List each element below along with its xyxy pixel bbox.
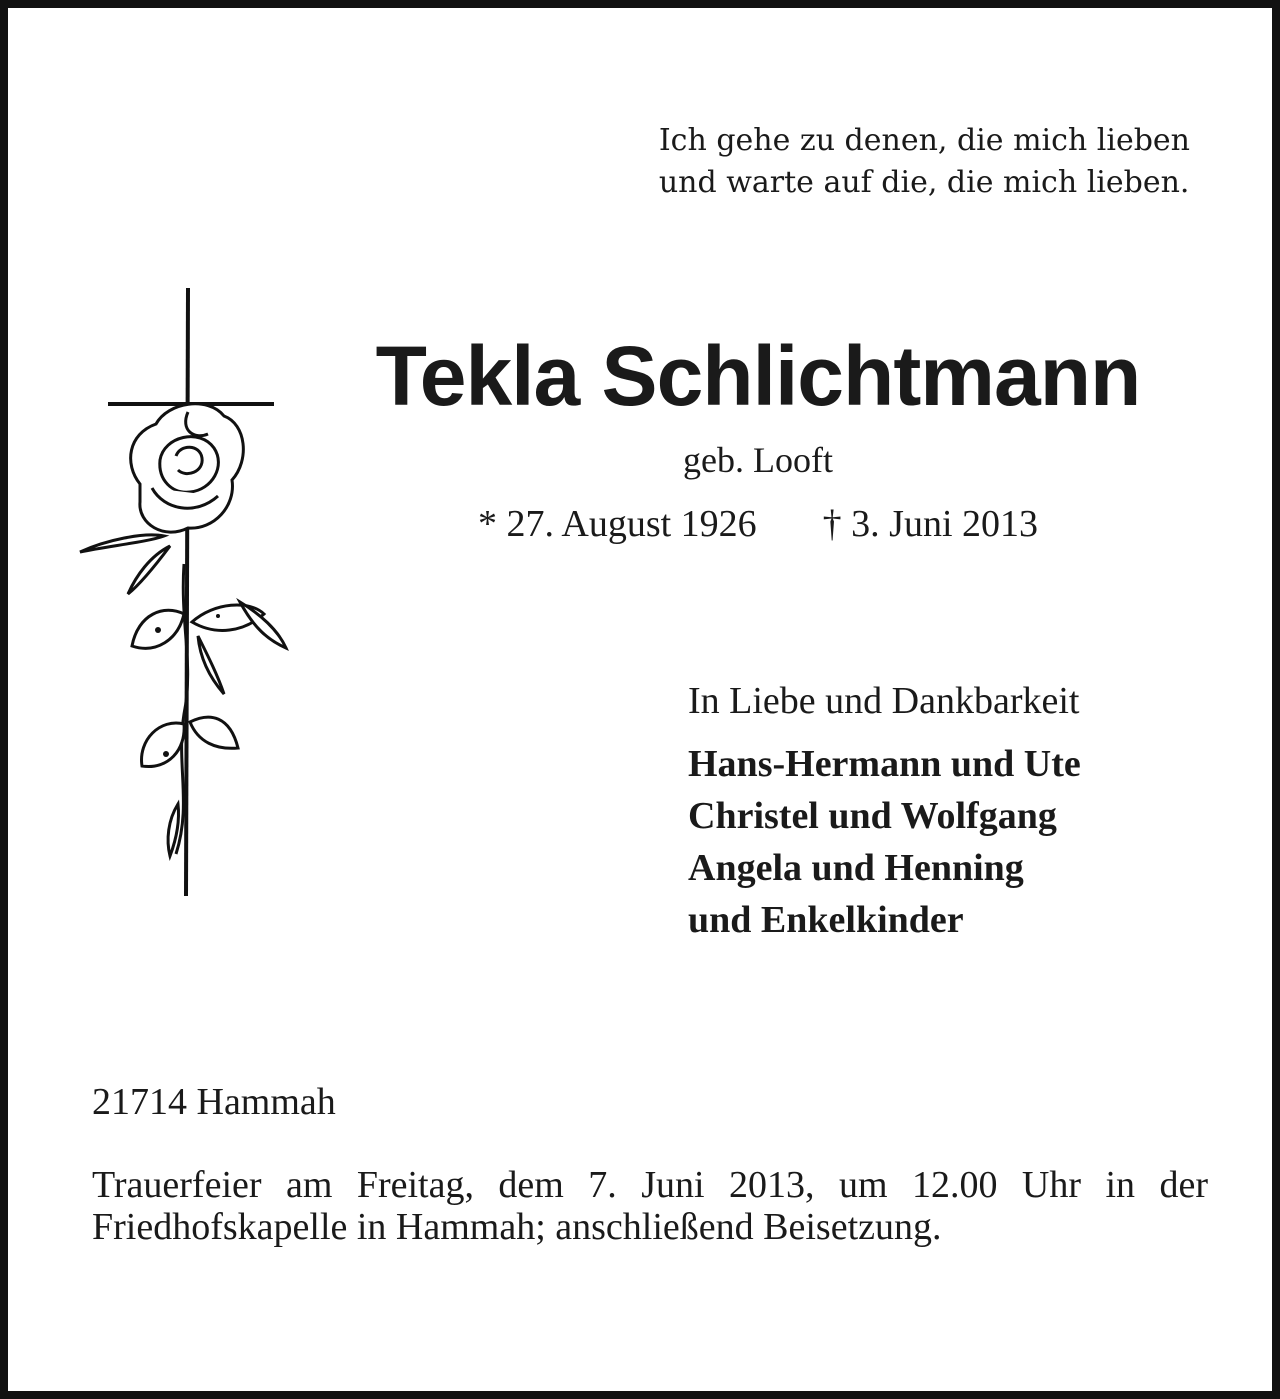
life-dates [308,500,1208,548]
maiden-name: geb. Looft [683,440,833,480]
funeral-service-info: Trauerfeier am Freitag, dem 7. Juni 2013, um 12.00 Uhr in der Friedhofskapelle in Hammah; anschließend Beisetzung. [92,1164,1208,1248]
deceased-name: Tekla Schlichtmann [375,329,1141,423]
mourner-family: und Enkelkinder [688,899,964,941]
cross-with-rose-icon [68,284,298,904]
mourner-family: Hans-Hermann und Ute [688,743,1081,785]
death-date: † 3. Juni 2013 [822,503,1039,545]
mourners-block [688,676,1248,946]
mourners-intro: In Liebe und Dankbarkeit [688,680,1080,722]
motto-line-1: Ich gehe zu denen, die mich lieben [658,123,1190,158]
motto-line-2: und warte auf die, die mich lieben. [658,165,1190,200]
motto-verse [659,120,1190,204]
birth-date: * 27. August 1926 [477,503,757,545]
mourner-family: Angela und Henning [688,847,1024,889]
place-of-residence: 21714 Hammah [92,1081,336,1123]
mourner-family: Christel und Wolfgang [688,795,1057,837]
